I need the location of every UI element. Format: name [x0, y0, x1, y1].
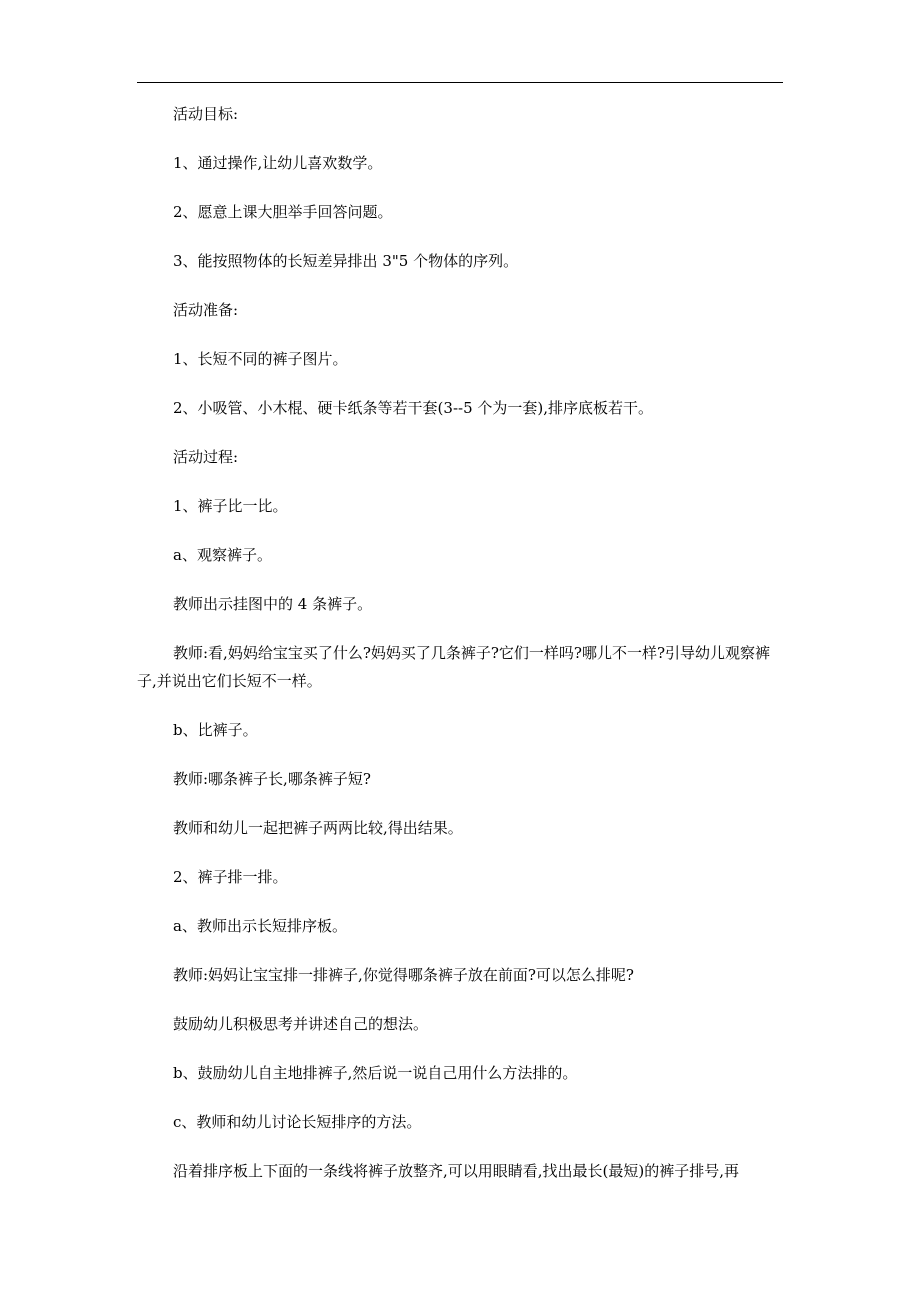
process-text: 教师:哪条裤子长,哪条裤子短?: [173, 770, 371, 788]
process-substep-b: b、比裤子。: [173, 721, 258, 739]
section-heading-goals: 活动目标:: [173, 105, 239, 123]
process-text: 教师出示挂图中的 4 条裤子。: [173, 595, 373, 613]
section-heading-process: 活动过程:: [173, 448, 239, 466]
process-substep-b: b、鼓励幼儿自主地排裤子,然后说一说自己用什么方法排的。: [173, 1064, 578, 1082]
process-step-1: 1、裤子比一比。: [173, 497, 288, 515]
goal-item-1: 1、通过操作,让幼儿喜欢数学。: [173, 154, 383, 172]
process-substep-a: a、观察裤子。: [173, 546, 272, 564]
section-heading-preparation: 活动准备:: [173, 301, 239, 319]
preparation-item-1: 1、长短不同的裤子图片。: [173, 350, 348, 368]
preparation-item-2: 2、小吸管、小木棍、硬卡纸条等若干套(3--5 个为一套),排序底板若干。: [173, 399, 654, 417]
process-step-2: 2、裤子排一排。: [173, 868, 288, 886]
goal-item-2: 2、愿意上课大胆举手回答问题。: [173, 203, 393, 221]
process-text: 教师:看,妈妈给宝宝买了什么?妈妈买了几条裤子?它们一样吗?哪儿不一样?引导幼儿观察裤子,并说出它们长短不一样。: [137, 644, 770, 690]
document-body: [137, 100, 783, 1185]
process-text: 鼓励幼儿积极思考并讲述自己的想法。: [173, 1015, 429, 1033]
process-text: 教师和幼儿一起把裤子两两比较,得出结果。: [173, 819, 463, 837]
process-text: 沿着排序板上下面的一条线将裤子放整齐,可以用眼睛看,找出最长(最短)的裤子排号,再: [173, 1162, 740, 1180]
process-substep-c: c、教师和幼儿讨论长短排序的方法。: [173, 1113, 422, 1131]
header-rule: [137, 82, 783, 83]
process-text: 教师:妈妈让宝宝排一排裤子,你觉得哪条裤子放在前面?可以怎么排呢?: [173, 966, 634, 984]
process-substep-a: a、教师出示长短排序板。: [173, 917, 347, 935]
goal-item-3: 3、能按照物体的长短差异排出 3"5 个物体的序列。: [173, 252, 519, 270]
